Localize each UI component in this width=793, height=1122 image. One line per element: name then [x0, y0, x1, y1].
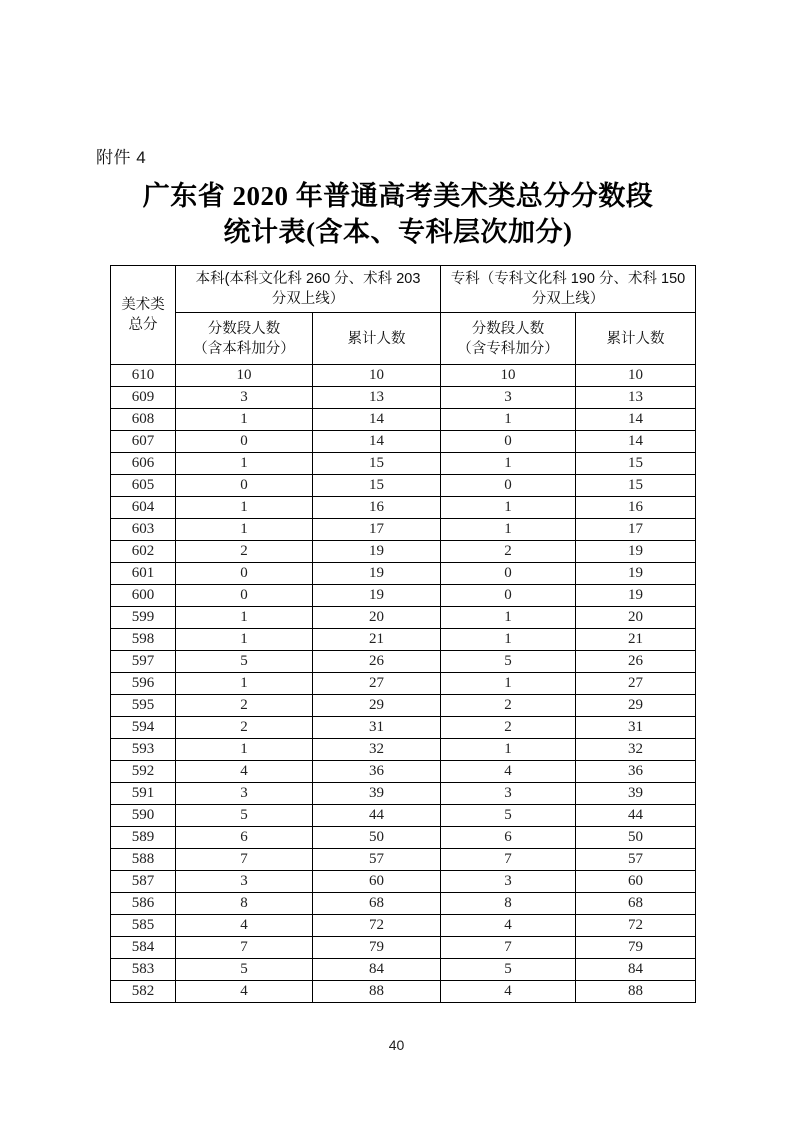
score-distribution-table: [110, 265, 696, 1003]
attachment-label: 附件 4: [96, 148, 147, 167]
cell-undergraduate-cumulative-count: 79: [313, 937, 441, 959]
cell-undergraduate-cumulative-count: 10: [313, 365, 441, 387]
cell-vocational-cumulative-count: 19: [576, 563, 696, 585]
cell-total-score: 586: [111, 893, 176, 915]
cell-undergraduate-cumulative-count: 17: [313, 519, 441, 541]
table-row: [111, 827, 696, 849]
cell-vocational-segment-count: 0: [441, 475, 576, 497]
cell-undergraduate-cumulative-count: 15: [313, 475, 441, 497]
cell-undergraduate-segment-count: 5: [176, 959, 313, 981]
cell-total-score: 609: [111, 387, 176, 409]
cell-vocational-segment-count: 1: [441, 739, 576, 761]
cell-total-score: 600: [111, 585, 176, 607]
table-header-row-2: [111, 313, 696, 365]
cell-undergraduate-cumulative-count: 14: [313, 409, 441, 431]
cell-undergraduate-segment-count: 4: [176, 915, 313, 937]
cell-vocational-cumulative-count: 14: [576, 431, 696, 453]
cell-undergraduate-cumulative-count: 15: [313, 453, 441, 475]
page-title: [96, 178, 700, 250]
cell-total-score: 597: [111, 651, 176, 673]
cell-undergraduate-segment-count: 4: [176, 981, 313, 1003]
cell-undergraduate-segment-count: 5: [176, 651, 313, 673]
cell-total-score: 598: [111, 629, 176, 651]
cell-vocational-segment-count: 5: [441, 651, 576, 673]
table-row: [111, 673, 696, 695]
cell-total-score: 602: [111, 541, 176, 563]
cell-vocational-cumulative-count: 31: [576, 717, 696, 739]
cell-undergraduate-segment-count: 2: [176, 695, 313, 717]
cell-undergraduate-segment-count: 1: [176, 607, 313, 629]
cell-vocational-cumulative-count: 84: [576, 959, 696, 981]
cell-vocational-cumulative-count: 36: [576, 761, 696, 783]
cell-undergraduate-segment-count: 3: [176, 871, 313, 893]
cell-vocational-segment-count: 4: [441, 915, 576, 937]
cell-undergraduate-segment-count: 3: [176, 387, 313, 409]
cell-vocational-segment-count: 1: [441, 629, 576, 651]
cell-total-score: 608: [111, 409, 176, 431]
cell-vocational-segment-count: 7: [441, 849, 576, 871]
cell-undergraduate-segment-count: 7: [176, 937, 313, 959]
cell-total-score: 584: [111, 937, 176, 959]
column-header-vocational-cumulative-count: [576, 313, 696, 365]
column-group-header-vocational-line-1: 专科（专科文化科 190 分、术科 150: [450, 271, 686, 287]
column-header-vocational-segment-count-line-1: 分数段人数: [471, 320, 545, 337]
page-number: 40: [388, 1037, 405, 1053]
cell-vocational-segment-count: 7: [441, 937, 576, 959]
cell-total-score: 591: [111, 783, 176, 805]
table-row: [111, 585, 696, 607]
cell-undergraduate-segment-count: 3: [176, 783, 313, 805]
cell-total-score: 588: [111, 849, 176, 871]
cell-undergraduate-cumulative-count: 27: [313, 673, 441, 695]
cell-undergraduate-segment-count: 6: [176, 827, 313, 849]
cell-undergraduate-segment-count: 2: [176, 717, 313, 739]
cell-vocational-segment-count: 1: [441, 409, 576, 431]
cell-undergraduate-cumulative-count: 88: [313, 981, 441, 1003]
cell-total-score: 590: [111, 805, 176, 827]
table-body: [111, 365, 696, 1003]
table-row: [111, 717, 696, 739]
table-row: [111, 893, 696, 915]
cell-undergraduate-cumulative-count: 44: [313, 805, 441, 827]
cell-vocational-segment-count: 0: [441, 563, 576, 585]
cell-undergraduate-segment-count: 0: [176, 563, 313, 585]
cell-vocational-cumulative-count: 27: [576, 673, 696, 695]
cell-vocational-cumulative-count: 39: [576, 783, 696, 805]
cell-undergraduate-cumulative-count: 19: [313, 563, 441, 585]
cell-total-score: 583: [111, 959, 176, 981]
table-row: [111, 915, 696, 937]
cell-total-score: 582: [111, 981, 176, 1003]
column-header-undergraduate-cumulative-count-text: 累计人数: [347, 330, 406, 347]
cell-undergraduate-segment-count: 0: [176, 475, 313, 497]
cell-undergraduate-segment-count: 1: [176, 673, 313, 695]
cell-undergraduate-cumulative-count: 32: [313, 739, 441, 761]
cell-undergraduate-segment-count: 8: [176, 893, 313, 915]
cell-vocational-segment-count: 8: [441, 893, 576, 915]
cell-undergraduate-segment-count: 0: [176, 431, 313, 453]
cell-vocational-segment-count: 1: [441, 607, 576, 629]
cell-undergraduate-segment-count: 1: [176, 739, 313, 761]
cell-undergraduate-cumulative-count: 21: [313, 629, 441, 651]
cell-vocational-segment-count: 6: [441, 827, 576, 849]
cell-undergraduate-cumulative-count: 19: [313, 585, 441, 607]
cell-vocational-cumulative-count: 60: [576, 871, 696, 893]
cell-undergraduate-segment-count: 10: [176, 365, 313, 387]
table-row: [111, 541, 696, 563]
cell-vocational-cumulative-count: 19: [576, 585, 696, 607]
cell-vocational-segment-count: 1: [441, 453, 576, 475]
cell-vocational-cumulative-count: 26: [576, 651, 696, 673]
column-header-total-score-line-1: 美术类: [121, 297, 165, 313]
cell-total-score: 599: [111, 607, 176, 629]
cell-vocational-segment-count: 2: [441, 541, 576, 563]
cell-vocational-cumulative-count: 15: [576, 475, 696, 497]
column-header-undergraduate-segment-count-line-2: （含本科加分）: [193, 340, 295, 357]
cell-undergraduate-cumulative-count: 29: [313, 695, 441, 717]
cell-undergraduate-segment-count: 0: [176, 585, 313, 607]
cell-undergraduate-cumulative-count: 60: [313, 871, 441, 893]
table-header-row-1: [111, 266, 696, 313]
cell-total-score: 601: [111, 563, 176, 585]
table-row: [111, 761, 696, 783]
cell-vocational-cumulative-count: 13: [576, 387, 696, 409]
cell-total-score: 604: [111, 497, 176, 519]
cell-vocational-cumulative-count: 16: [576, 497, 696, 519]
cell-vocational-cumulative-count: 20: [576, 607, 696, 629]
table-row: [111, 431, 696, 453]
cell-vocational-segment-count: 2: [441, 695, 576, 717]
cell-total-score: 596: [111, 673, 176, 695]
cell-undergraduate-cumulative-count: 68: [313, 893, 441, 915]
cell-total-score: 593: [111, 739, 176, 761]
cell-undergraduate-cumulative-count: 84: [313, 959, 441, 981]
cell-vocational-segment-count: 5: [441, 959, 576, 981]
column-header-vocational-cumulative-count-text: 累计人数: [606, 330, 665, 347]
cell-vocational-cumulative-count: 44: [576, 805, 696, 827]
cell-undergraduate-segment-count: 2: [176, 541, 313, 563]
table-row: [111, 607, 696, 629]
cell-undergraduate-cumulative-count: 57: [313, 849, 441, 871]
cell-undergraduate-segment-count: 1: [176, 629, 313, 651]
table-row: [111, 783, 696, 805]
cell-vocational-segment-count: 3: [441, 871, 576, 893]
cell-vocational-cumulative-count: 32: [576, 739, 696, 761]
cell-vocational-cumulative-count: 79: [576, 937, 696, 959]
cell-undergraduate-segment-count: 1: [176, 409, 313, 431]
cell-vocational-cumulative-count: 57: [576, 849, 696, 871]
table-row: [111, 739, 696, 761]
table-row: [111, 453, 696, 475]
cell-total-score: 587: [111, 871, 176, 893]
table-row: [111, 651, 696, 673]
table-row: [111, 497, 696, 519]
cell-vocational-cumulative-count: 19: [576, 541, 696, 563]
cell-vocational-cumulative-count: 15: [576, 453, 696, 475]
table-row: [111, 959, 696, 981]
column-header-total-score-line-2: 总分: [128, 317, 158, 333]
cell-undergraduate-segment-count: 7: [176, 849, 313, 871]
column-header-undergraduate-segment-count-line-1: 分数段人数: [207, 320, 281, 337]
cell-vocational-segment-count: 2: [441, 717, 576, 739]
table-row: [111, 563, 696, 585]
column-group-header-undergraduate: [176, 266, 441, 313]
cell-vocational-cumulative-count: 14: [576, 409, 696, 431]
cell-undergraduate-segment-count: 1: [176, 497, 313, 519]
table-row: [111, 387, 696, 409]
cell-undergraduate-cumulative-count: 72: [313, 915, 441, 937]
cell-undergraduate-cumulative-count: 14: [313, 431, 441, 453]
table-row: [111, 365, 696, 387]
cell-vocational-cumulative-count: 17: [576, 519, 696, 541]
cell-undergraduate-segment-count: 5: [176, 805, 313, 827]
cell-total-score: 607: [111, 431, 176, 453]
cell-undergraduate-cumulative-count: 13: [313, 387, 441, 409]
cell-undergraduate-cumulative-count: 36: [313, 761, 441, 783]
table-header: [111, 266, 696, 365]
cell-undergraduate-segment-count: 1: [176, 519, 313, 541]
table-row: [111, 475, 696, 497]
cell-total-score: 592: [111, 761, 176, 783]
cell-vocational-segment-count: 0: [441, 585, 576, 607]
cell-undergraduate-cumulative-count: 31: [313, 717, 441, 739]
table-row: [111, 849, 696, 871]
column-header-total-score: [111, 266, 176, 365]
cell-total-score: 605: [111, 475, 176, 497]
cell-total-score: 594: [111, 717, 176, 739]
cell-undergraduate-segment-count: 1: [176, 453, 313, 475]
cell-total-score: 595: [111, 695, 176, 717]
table-row: [111, 629, 696, 651]
column-header-undergraduate-cumulative-count: [313, 313, 441, 365]
page-title-line-2: 统计表(含本、专科层次加分): [223, 217, 573, 247]
cell-vocational-cumulative-count: 72: [576, 915, 696, 937]
cell-vocational-cumulative-count: 88: [576, 981, 696, 1003]
cell-vocational-segment-count: 3: [441, 783, 576, 805]
cell-undergraduate-cumulative-count: 20: [313, 607, 441, 629]
table-row: [111, 519, 696, 541]
cell-total-score: 585: [111, 915, 176, 937]
cell-vocational-segment-count: 5: [441, 805, 576, 827]
table-row: [111, 871, 696, 893]
cell-undergraduate-cumulative-count: 19: [313, 541, 441, 563]
column-header-vocational-segment-count: [441, 313, 576, 365]
page-title-line-1: 广东省 2020 年普通高考美术类总分分数段: [142, 181, 654, 211]
table-row: [111, 805, 696, 827]
cell-vocational-cumulative-count: 50: [576, 827, 696, 849]
cell-vocational-segment-count: 3: [441, 387, 576, 409]
cell-vocational-cumulative-count: 10: [576, 365, 696, 387]
cell-total-score: 603: [111, 519, 176, 541]
cell-total-score: 589: [111, 827, 176, 849]
cell-vocational-cumulative-count: 68: [576, 893, 696, 915]
cell-vocational-segment-count: 4: [441, 761, 576, 783]
cell-vocational-segment-count: 1: [441, 497, 576, 519]
column-group-header-vocational-line-2: 分双上线）: [531, 291, 605, 307]
cell-total-score: 606: [111, 453, 176, 475]
cell-vocational-segment-count: 0: [441, 431, 576, 453]
cell-vocational-segment-count: 4: [441, 981, 576, 1003]
column-group-header-undergraduate-line-1: 本科(本科文化科 260 分、术科 203: [195, 271, 421, 287]
cell-undergraduate-cumulative-count: 50: [313, 827, 441, 849]
cell-undergraduate-cumulative-count: 26: [313, 651, 441, 673]
table-row: [111, 409, 696, 431]
cell-vocational-cumulative-count: 29: [576, 695, 696, 717]
cell-vocational-segment-count: 1: [441, 673, 576, 695]
table-row: [111, 937, 696, 959]
cell-vocational-segment-count: 1: [441, 519, 576, 541]
table-row: [111, 981, 696, 1003]
column-group-header-undergraduate-line-2: 分双上线）: [271, 291, 345, 307]
cell-vocational-cumulative-count: 21: [576, 629, 696, 651]
cell-total-score: 610: [111, 365, 176, 387]
cell-undergraduate-cumulative-count: 16: [313, 497, 441, 519]
cell-vocational-segment-count: 10: [441, 365, 576, 387]
column-header-vocational-segment-count-line-2: （含专科加分）: [457, 340, 559, 357]
cell-undergraduate-segment-count: 4: [176, 761, 313, 783]
column-group-header-vocational: [441, 266, 696, 313]
table-row: [111, 695, 696, 717]
column-header-undergraduate-segment-count: [176, 313, 313, 365]
cell-undergraduate-cumulative-count: 39: [313, 783, 441, 805]
